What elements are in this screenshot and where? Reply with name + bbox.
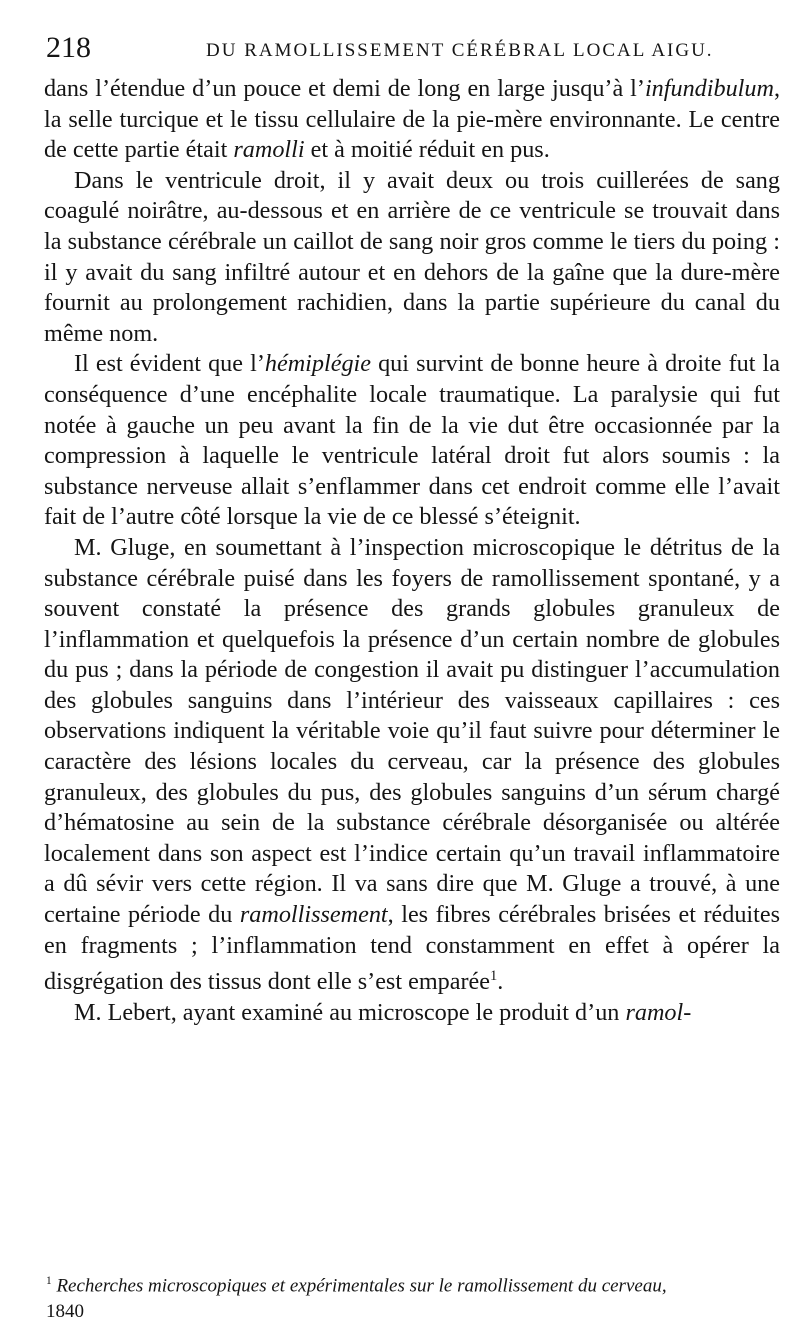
- italic-text: ramollissement: [239, 901, 388, 929]
- italic-text: infundibulum: [644, 75, 774, 102]
- italic-text: hémiplégie: [264, 350, 371, 378]
- italic-text: ramolli: [233, 136, 305, 164]
- footnote: [46, 1268, 780, 1325]
- footnote-marker: 1: [46, 1275, 52, 1287]
- text-run: Il est évident que l’: [74, 350, 265, 378]
- page-number: 218: [46, 31, 91, 64]
- body-text: [44, 74, 780, 1028]
- italic-text: ramol-: [625, 998, 692, 1026]
- text-run: qui survint de bonne heure à droite fut la conséquence d’une encéphalite locale traumatique. La paralysie qui fut notée à gauche un peu avant la fin de la vie dut être occasionnée par la compression à laquelle le ventricule latéral droit fut alors soumis : la substance nerveuse allait s’enflammer dans cet endroit comme elle l’avait fait de l’autre côté lorsque la vie de ce blessé s’éteignit.: [44, 350, 780, 531]
- footnote-year: 1840: [46, 1301, 84, 1323]
- text-run: , la selle turcique et le tissu cellulaire de la pie-mère environnante. Le centre de cette partie était: [44, 75, 780, 164]
- paragraph: [44, 74, 780, 166]
- paragraph: [44, 533, 780, 998]
- paragraph: [44, 166, 780, 350]
- text-run: M. Gluge, en soumettant à l’inspection microscopique le détritus de la substance cérébrale puisé dans les foyers de ramollissement spontané, y a souvent constaté la présence des grands globules granuleux de l’inflammation et quelquefois la présence d’un certain nombre de globules du pus ; dans la période de congestion il avait pu distinguer l’accumulation des globules sanguins dans l’intérieur des vaisseaux capillaires : ces observations indiquent la véritable voie qu’il faut suivre pour déterminer le caractère des lésions locales du cerveau, car la présence des globules granuleux, des globules du pus, des globules sanguins d’un sérum chargé d’hématosine au sein de la substance cérébrale désorganisée ou altérée localement dans son aspect est l’indice certain qu’un travail inflammatoire a dû sévir vers cette région. Il va sans dire que M. Gluge a trouvé, à une certaine période du: [44, 533, 780, 929]
- text-run: , les fibres cérébrales brisées et réduites en fragments ; l’inflammation tend constamment en effet à opérer la disgrégation des tissus dont elle s’est emparée: [44, 901, 781, 996]
- footnote-reference: 1: [490, 968, 498, 985]
- footnote-text: Recherches microscopiques et expérimentales sur le ramollissement du cerveau,: [56, 1275, 667, 1297]
- running-title: DU RAMOLLISSEMENT CÉRÉBRAL LOCAL AIGU.: [206, 40, 714, 61]
- text-run: et à moitié réduit en pus.: [304, 136, 550, 164]
- text-run: M. Lebert, ayant examiné au microscope le produit d’un: [74, 998, 626, 1026]
- text-run: .: [497, 968, 504, 996]
- paragraph: [44, 998, 780, 1029]
- paragraph: [44, 349, 780, 533]
- page-header: [46, 28, 746, 68]
- text-run: dans l’étendue d’un pouce et demi de long en large jusqu’à l’: [44, 75, 645, 102]
- text-run: Dans le ventricule droit, il y avait deux ou trois cuillerées de sang coagulé noirâtre, au-dessous et en arrière de ce ventricule se trouvait dans la substance cérébrale un caillot de sang noir gros comme le tiers du poing : il y avait du sang infiltré autour et en dehors de la gaîne que la dure-mère fournit au prolongement rachidien, dans la partie supérieure du canal du même nom.: [44, 166, 780, 347]
